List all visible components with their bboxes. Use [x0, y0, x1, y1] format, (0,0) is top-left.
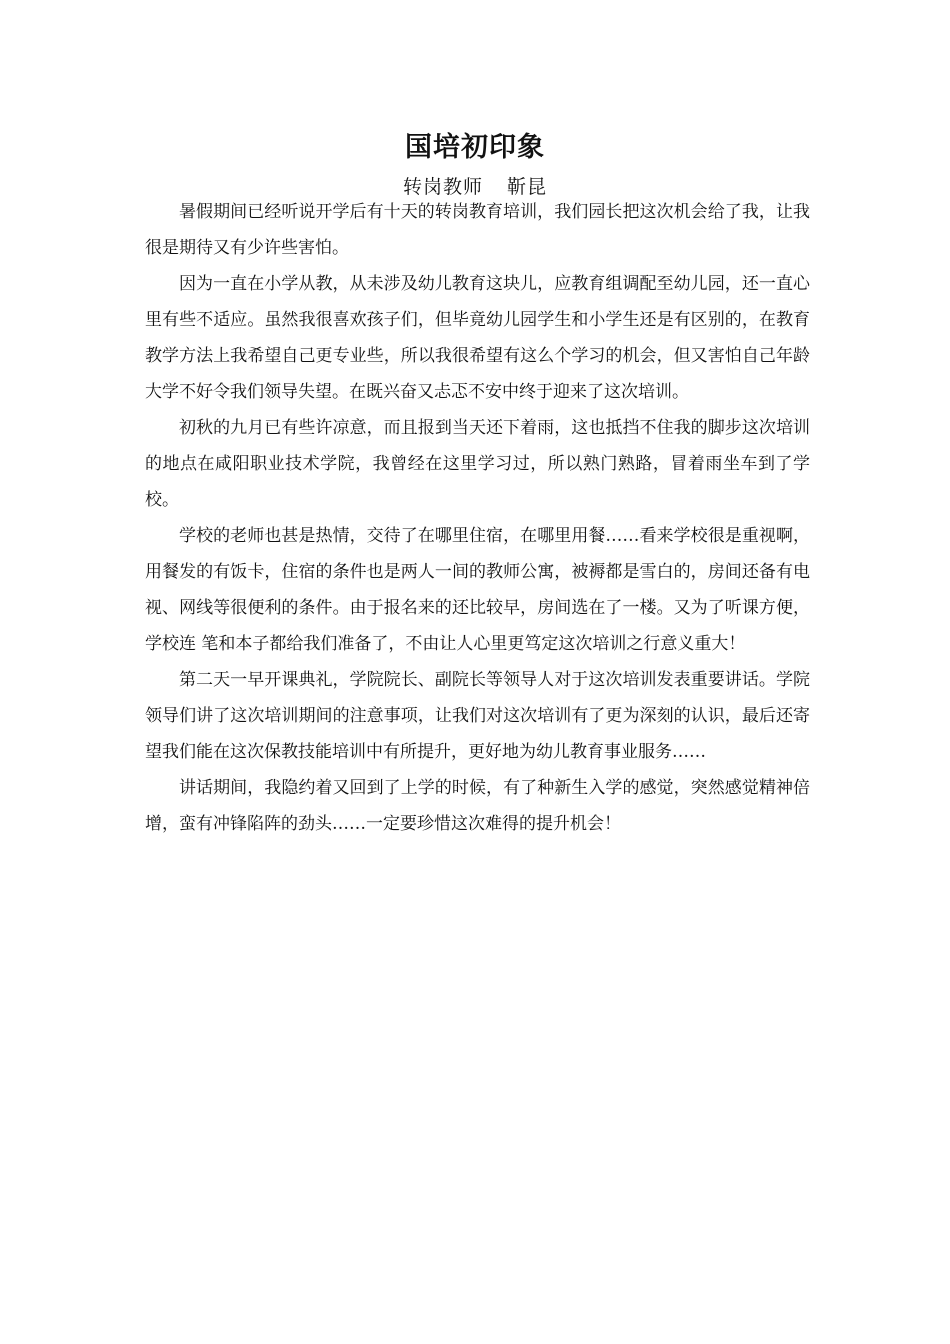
author-role: 转岗教师: [402, 176, 483, 198]
paragraph-3: 初秋的九月已有些许凉意，而且报到当天还下着雨，这也抵挡不住我的脚步这次培训的地点在咸阳职业技术学院，我曾经在这里学习过，所以熟门熟路，冒着雨坐车到了学校。: [145, 418, 810, 510]
document-title: 国培初印象: [405, 132, 545, 163]
paragraph-6: 讲话期间，我隐约着又回到了上学的时候，有了种新生入学的感觉，突然感觉精神倍增，蛮有冲锋陷阵的劲头……一定要珍惜这次难得的提升机会！: [145, 778, 810, 834]
paragraph-2: 因为一直在小学从教，从未涉及幼儿教育这块儿，应教育组调配至幼儿园，还一直心里有些不适应。虽然我很喜欢孩子们，但毕竟幼儿园学生和小学生还是有区别的，在教育教学方法上我希望自己更专业些，所以我很希望有这么个学习的机会，但又害怕自己年龄大学不好令我们领导失望。在既兴奋又忐忑不安中终于迎来了这次培训。: [145, 274, 810, 402]
paragraph-4: 学校的老师也甚是热情，交待了在哪里住宿，在哪里用餐……看来学校很是重视啊，用餐发的有饭卡，住宿的条件也是两人一间的教师公寓，被褥都是雪白的，房间还备有电视、网线等很便利的条件。由于报名来的还比较早，房间选在了一楼。又为了听课方便，学校连 笔和本子都给我们准备了，不由让人心里更笃定这次培训之行意义重大！: [145, 526, 810, 654]
author-name: 靳昆: [507, 176, 548, 198]
document-body: [145, 194, 810, 842]
paragraph-1: 暑假期间已经听说开学后有十天的转岗教育培训，我们园长把这次机会给了我，让我很是期待又有少许些害怕。: [145, 202, 810, 258]
paragraph-5: 第二天一早开课典礼，学院院长、副院长等领导人对于这次培训发表重要讲话。学院领导们讲了这次培训期间的注意事项，让我们对这次培训有了更为深刻的认识，最后还寄望我们能在这次保教技能培训中有所提升，更好地为幼儿教育事业服务……: [145, 670, 810, 762]
